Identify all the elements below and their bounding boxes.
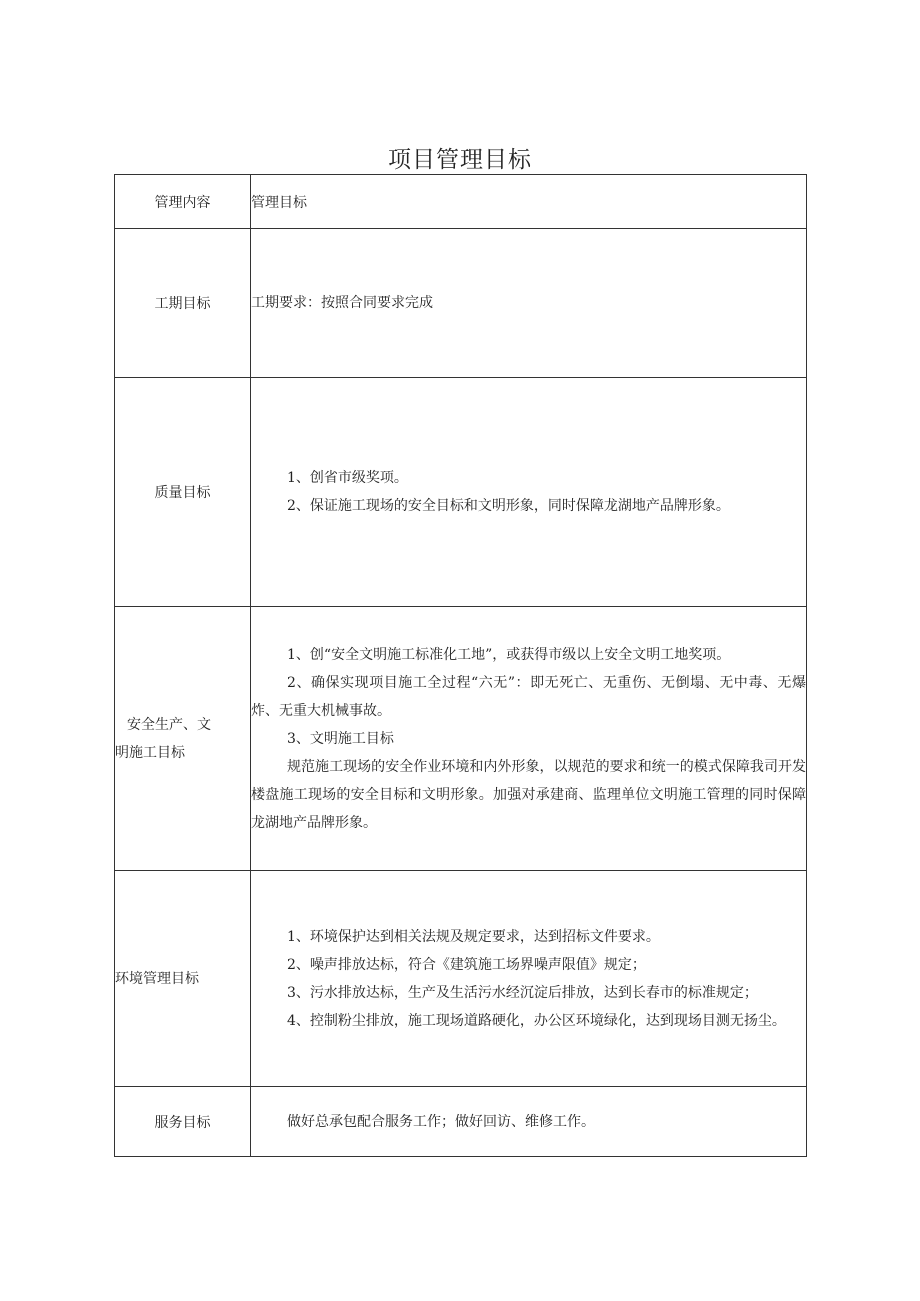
safety-label-line-2: 明施工目标 (115, 744, 185, 761)
row-label-environment: 环境管理目标 (115, 871, 251, 1087)
row-content-safety (251, 607, 807, 871)
table-row (115, 378, 807, 607)
safety-line-1: 1、创“安全文明施工标准化工地”，或获得市级以上安全文明工地奖项。 (287, 646, 731, 663)
table-row (115, 871, 807, 1087)
environment-line-1: 1、环境保护达到相关法规及规定要求，达到招标文件要求。 (287, 928, 660, 945)
safety-label-line-1: 安全生产、文 (127, 716, 211, 733)
table-row (115, 607, 807, 871)
row-content-quality (251, 378, 807, 607)
header-management-goal: 管理目标 (251, 175, 807, 229)
safety-line-2: 2、确保实现项目施工全过程“六无”：即无死亡、无重伤、无倒塌、无中毒、无爆炸、无重大机械事故。 (251, 674, 806, 719)
quality-line-2: 2、保证施工现场的安全目标和文明形象，同时保障龙湖地产品牌形象。 (287, 498, 730, 514)
row-content-schedule (251, 229, 807, 378)
row-label-quality: 质量目标 (115, 378, 251, 607)
row-content-service (251, 1087, 807, 1157)
quality-line-1: 1、创省市级奖项。 (287, 470, 408, 486)
table-row (115, 229, 807, 378)
row-label-safety (115, 607, 251, 871)
row-label-schedule: 工期目标 (115, 229, 251, 378)
row-label-service: 服务目标 (115, 1087, 251, 1157)
environment-line-3: 3、污水排放达标，生产及生活污水经沉淀后排放，达到长春市的标准规定； (287, 984, 758, 1001)
goals-table (114, 174, 807, 1157)
safety-line-3: 3、文明施工目标 (287, 730, 394, 747)
page-title: 项目管理目标 (388, 147, 532, 173)
environment-line-2: 2、噪声排放达标，符合《建筑施工场界噪声限值》规定； (287, 956, 646, 973)
row-content-environment (251, 871, 807, 1087)
safety-line-4: 规范施工现场的安全作业环境和内外形象，以规范的要求和统一的模式保障我司开发楼盘施工现场的安全目标和文明形象。加强对承建商、监理单位文明施工管理的同时保障龙湖地产品牌形象。 (251, 758, 806, 831)
environment-line-4: 4、控制粉尘排放，施工现场道路硬化，办公区环境绿化，达到现场目测无扬尘。 (287, 1012, 786, 1029)
header-management-content: 管理内容 (115, 175, 251, 229)
service-line-1: 做好总承包配合服务工作；做好回访、维修工作。 (287, 1113, 595, 1130)
table-row (115, 1087, 807, 1157)
schedule-line-1: 工期要求：按照合同要求完成 (251, 295, 433, 311)
table-header-row (115, 175, 807, 229)
